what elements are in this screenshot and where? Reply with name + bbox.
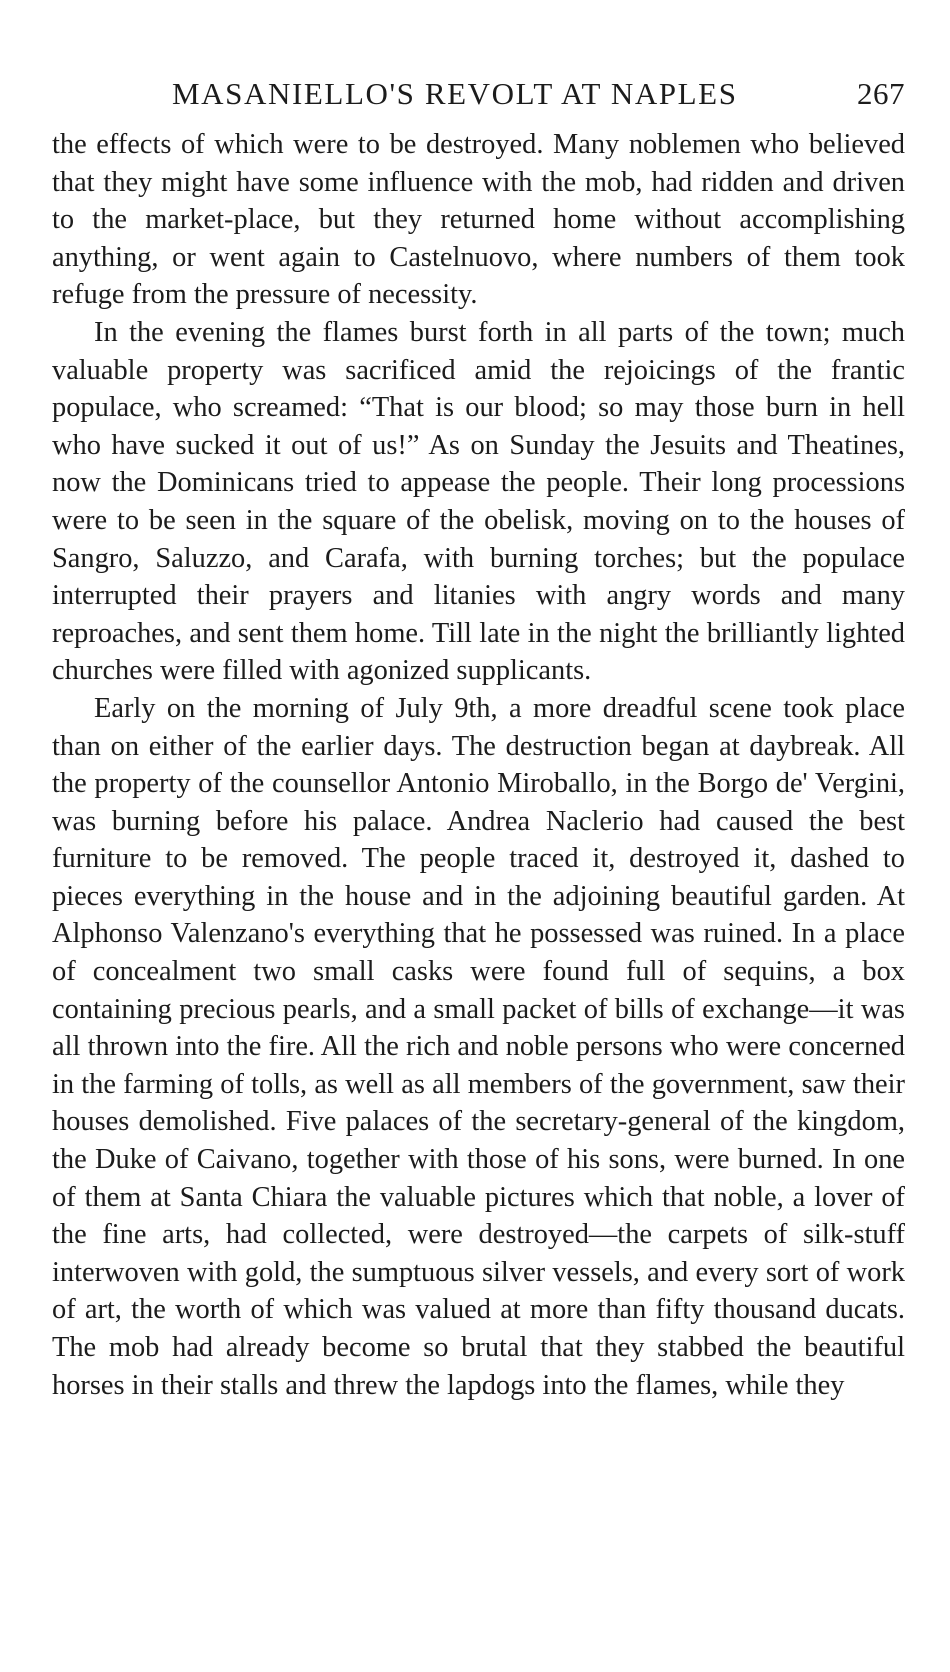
running-head [52,72,905,120]
book-page [52,72,905,1404]
running-title: MASANIELLO'S REVOLT AT NAPLES [172,76,738,111]
body-text [52,126,905,1404]
page-number: 267 [857,76,905,111]
paragraph-continued: the effects of which were to be destroyed. Many noblemen who believed that they might have some influence with the mob, had ridden and driven to the market-place, but they returned home without accomplishing anything, or went again to Castelnuovo, where numbers of them took refuge from the pressure of necessity. [52,129,905,311]
paragraph-evening-flames: In the evening the flames burst forth in all parts of the town; much valuable property was sacrificed amid the rejoicings of the frantic populace, who screamed: “That is our blood; so may those burn in hell who have sucked it out of us!” As on Sunday the Jesuits and Theatines, now the Dominicans tried to appease the people. Their long processions were to be seen in the square of the obelisk, moving on to the houses of Sangro, Saluzzo, and Carafa, with burning torches; but the populace interrupted their prayers and litanies with angry words and many reproaches, and sent them home. Till late in the night the brilliantly lighted churches were filled with agonized supplicants. [52,316,905,687]
paragraph-july-ninth: Early on the morning of July 9th, a more dreadful scene took place than on either of the earlier days. The destruction began at daybreak. All the property of the counsellor Antonio Miroballo, in the Borgo de' Vergini, was burning before his palace. Andrea Naclerio had caused the best furniture to be removed. The people traced it, destroyed it, dashed to pieces everything in the house and in the adjoining beautiful garden. At Alphonso Valenzano's everything that he possessed was ruined. In a place of concealment two small casks were found full of sequins, a box containing precious pearls, and a small packet of bills of exchange—it was all thrown into the fire. All the rich and noble persons who were concerned in the farming of tolls, as well as all members of the government, saw their houses demolished. Five palaces of the secretary-general of the kingdom, the Duke of Caivano, together with those of his sons, were burned. In one of them at Santa Chiara the valuable pictures which that noble, a lover of the fine arts, had collected, were destroyed—the carpets of silk-stuff interwoven with gold, the sumptuous silver vessels, and every sort of work of art, the worth of which was valued at more than fifty thousand ducats. The mob had already become so brutal that they stabbed the beautiful horses in their stalls and threw the lapdogs into the flames, while they [52,692,905,1401]
